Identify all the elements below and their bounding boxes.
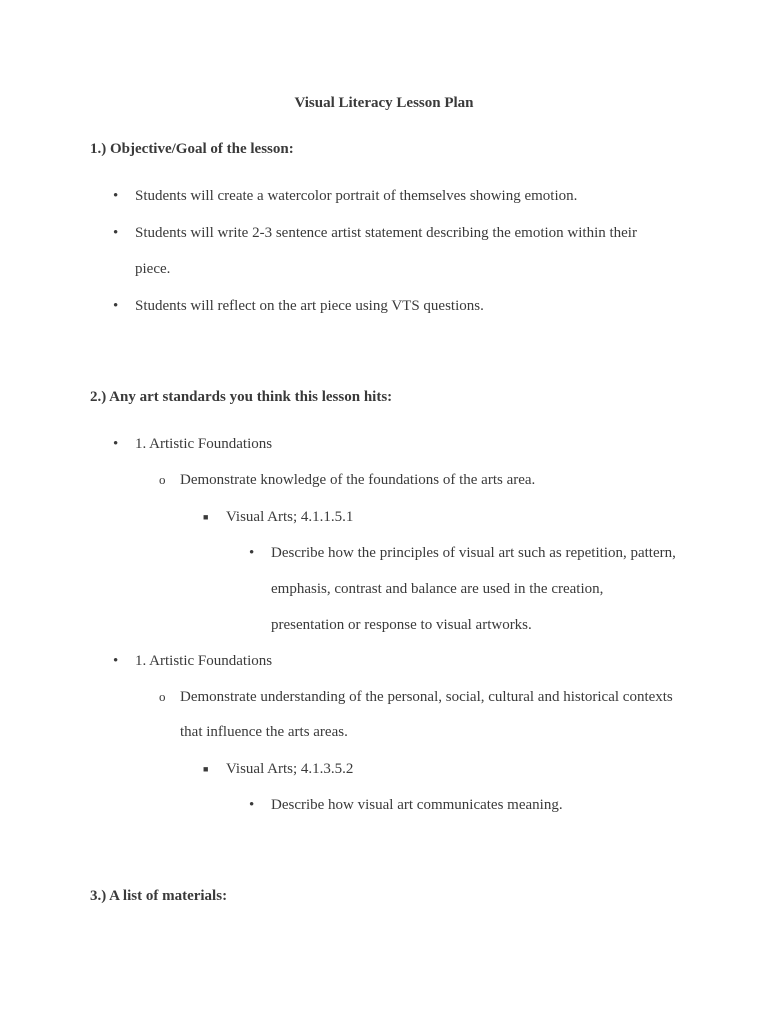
bullet-circle-icon: o (159, 472, 166, 487)
standard-goal: Demonstrate understanding of the personal, social, cultural and historical contexts (180, 689, 673, 705)
bullet-disc-icon: • (113, 188, 119, 204)
bullet-disc-icon: • (113, 225, 119, 241)
bullet-disc-icon: • (113, 436, 119, 452)
objective-item: Students will create a watercolor portrait of themselves showing emotion. (135, 188, 578, 204)
standard-detail: Describe how the principles of visual art such as repetition, pattern, (271, 545, 676, 561)
bullet-square-icon: ■ (203, 764, 209, 774)
standard-goal: Demonstrate knowledge of the foundations of the arts area. (180, 472, 536, 488)
standard-label: 1. Artistic Foundations (135, 436, 273, 452)
section-1-heading: 1.) Objective/Goal of the lesson: (90, 141, 294, 157)
objective-item: Students will reflect on the art piece using VTS questions. (135, 298, 484, 314)
bullet-disc-icon: • (113, 653, 119, 669)
objective-item: Students will write 2-3 sentence artist statement describing the emotion within their (135, 225, 637, 241)
standard-detail: Describe how visual art communicates meaning. (271, 797, 563, 813)
page-title: Visual Literacy Lesson Plan (294, 95, 474, 111)
standard-code: Visual Arts; 4.1.3.5.2 (226, 761, 354, 777)
bullet-disc-icon: • (249, 545, 255, 561)
bullet-square-icon: ■ (203, 512, 209, 522)
standard-goal-continuation: that influence the arts areas. (180, 724, 348, 740)
bullet-disc-icon: • (249, 797, 255, 813)
standard-code: Visual Arts; 4.1.1.5.1 (226, 509, 354, 525)
section-3-heading: 3.) A list of materials: (90, 888, 228, 904)
standard-detail-continuation: presentation or response to visual artworks. (271, 617, 532, 633)
objective-item-continuation: piece. (135, 261, 171, 277)
standard-label: 1. Artistic Foundations (135, 653, 273, 669)
standard-detail-continuation: emphasis, contrast and balance are used in the creation, (271, 581, 604, 597)
bullet-disc-icon: • (113, 298, 119, 314)
section-2-heading: 2.) Any art standards you think this lesson hits: (90, 389, 393, 405)
bullet-circle-icon: o (159, 689, 166, 704)
